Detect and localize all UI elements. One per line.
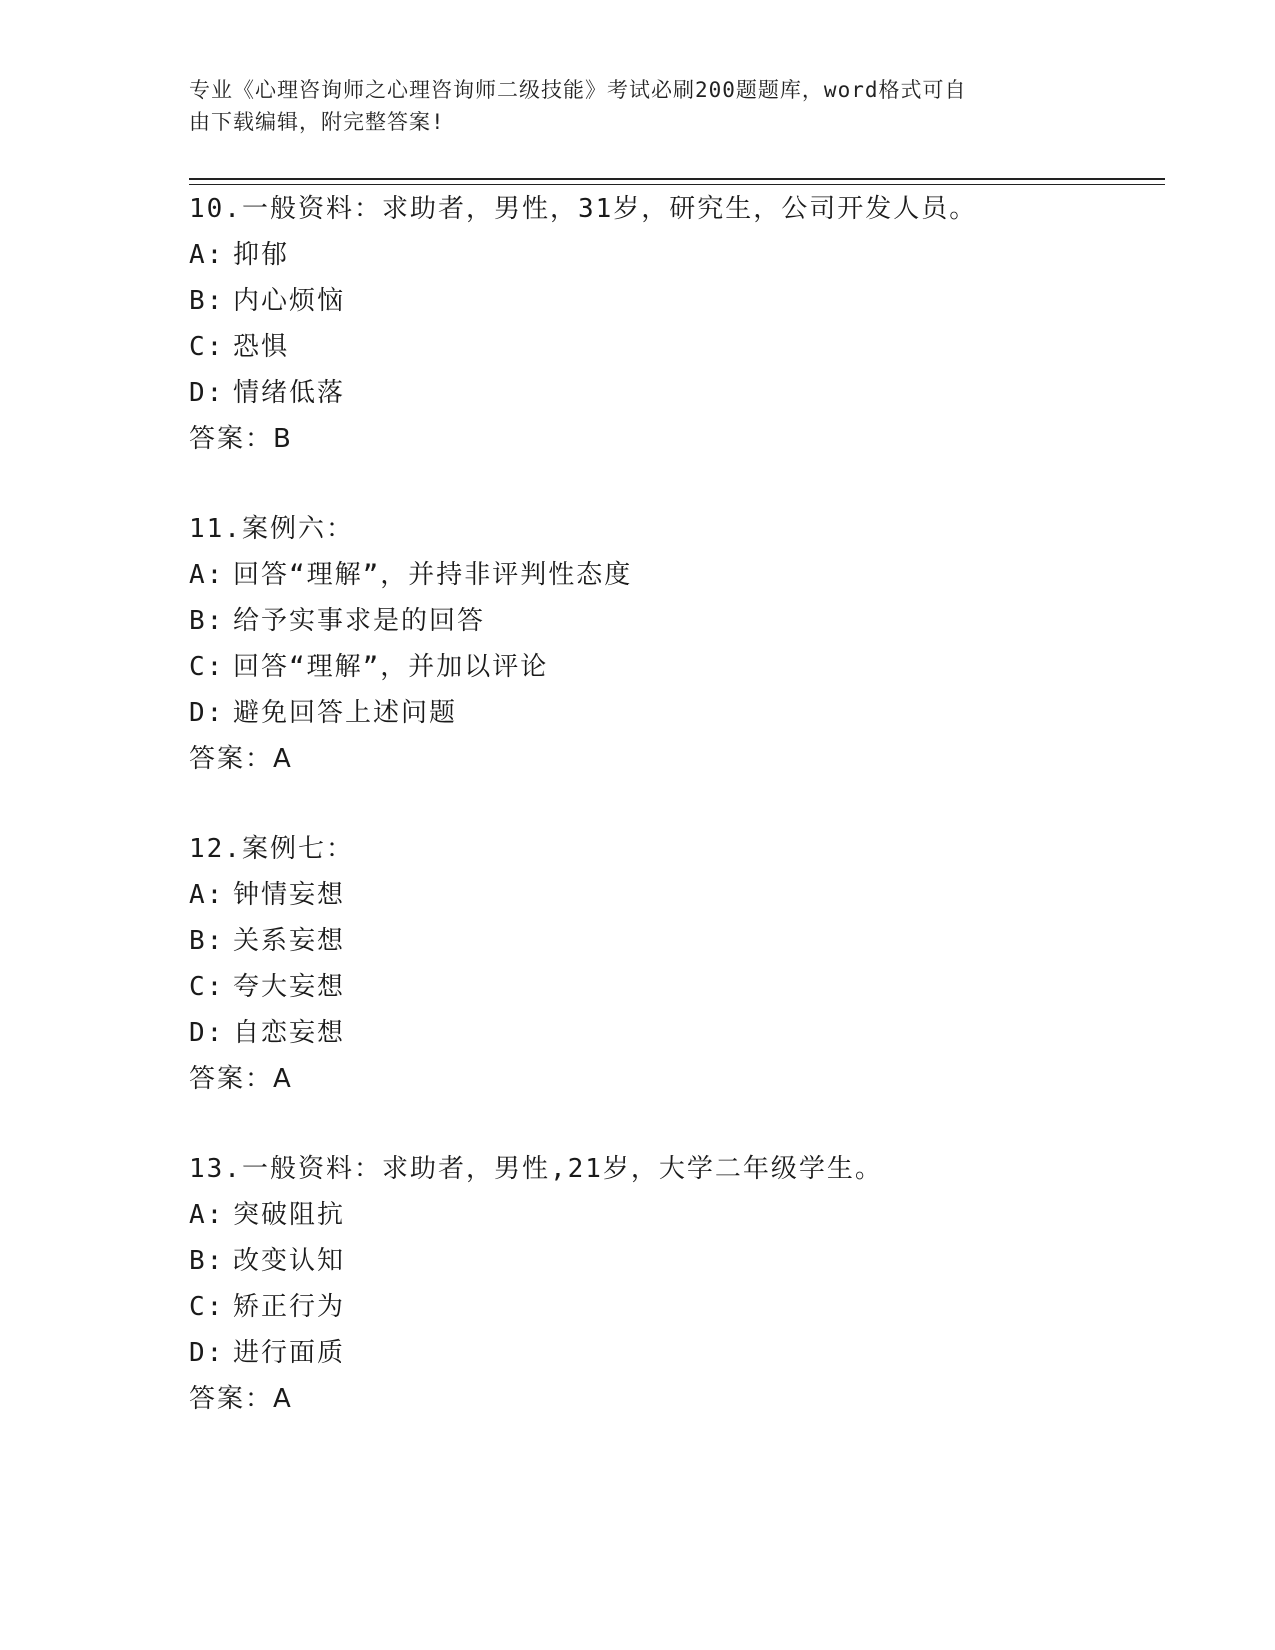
question-block — [189, 826, 1149, 1102]
option-letter: A: — [189, 240, 225, 270]
option-text: 避免回答上述问题 — [233, 698, 458, 728]
option-letter: B: — [189, 1246, 225, 1276]
option-c — [189, 324, 1149, 370]
header-line-1: 专业《心理咨询师之心理咨询师二级技能》考试必刷200题题库，word格式可自 — [189, 78, 967, 102]
option-letter: C: — [189, 332, 225, 362]
option-d — [189, 370, 1149, 416]
option-letter: D: — [189, 1338, 225, 1368]
option-a — [189, 232, 1149, 278]
option-a — [189, 1192, 1149, 1238]
option-text: 改变认知 — [233, 1246, 346, 1276]
option-letter: B: — [189, 606, 225, 636]
option-letter: C: — [189, 652, 225, 682]
option-d — [189, 690, 1149, 736]
answer-line: 答案：A — [189, 1064, 293, 1094]
option-b — [189, 598, 1149, 644]
question-stem: 10.一般资料：求助者，男性，31岁，研究生，公司开发人员。 — [189, 194, 978, 224]
option-c — [189, 1284, 1149, 1330]
question-stem: 12.案例七： — [189, 834, 354, 864]
document-header — [189, 74, 1089, 138]
option-text: 突破阻抗 — [233, 1200, 346, 1230]
option-c — [189, 644, 1149, 690]
option-text: 内心烦恼 — [233, 286, 346, 316]
answer-line: 答案：A — [189, 744, 293, 774]
header-divider-thin — [189, 184, 1165, 185]
question-stem: 11.案例六： — [189, 514, 354, 544]
option-text: 夸大妄想 — [233, 972, 346, 1002]
option-text: 进行面质 — [233, 1338, 346, 1368]
option-letter: B: — [189, 926, 225, 956]
option-letter: D: — [189, 698, 225, 728]
option-d — [189, 1330, 1149, 1376]
answer-line: 答案：A — [189, 1384, 293, 1414]
option-text: 情绪低落 — [233, 378, 346, 408]
option-text: 自恋妄想 — [233, 1018, 346, 1048]
option-letter: A: — [189, 1200, 225, 1230]
header-line-2: 由下载编辑，附完整答案! — [189, 110, 445, 134]
option-d — [189, 1010, 1149, 1056]
question-stem: 13.一般资料：求助者，男性,21岁，大学二年级学生。 — [189, 1154, 883, 1184]
option-letter: A: — [189, 560, 225, 590]
option-text: 抑郁 — [233, 240, 290, 270]
option-letter: B: — [189, 286, 225, 316]
option-a — [189, 872, 1149, 918]
option-c — [189, 964, 1149, 1010]
option-text: 矫正行为 — [233, 1292, 346, 1322]
option-b — [189, 278, 1149, 324]
option-letter: D: — [189, 378, 225, 408]
option-b — [189, 1238, 1149, 1284]
option-text: 回答“理解”，并加以评论 — [233, 652, 549, 682]
option-text: 恐惧 — [233, 332, 290, 362]
option-letter: D: — [189, 1018, 225, 1048]
answer-line: 答案：B — [189, 424, 293, 454]
option-letter: A: — [189, 880, 225, 910]
option-text: 给予实事求是的回答 — [233, 606, 486, 636]
option-letter: C: — [189, 1292, 225, 1322]
header-divider-thick — [189, 178, 1165, 180]
question-block — [189, 186, 1149, 462]
option-b — [189, 918, 1149, 964]
question-block — [189, 1146, 1149, 1422]
option-text: 钟情妄想 — [233, 880, 346, 910]
option-text: 回答“理解”，并持非评判性态度 — [233, 560, 633, 590]
question-block — [189, 506, 1149, 782]
option-a — [189, 552, 1149, 598]
option-text: 关系妄想 — [233, 926, 346, 956]
option-letter: C: — [189, 972, 225, 1002]
